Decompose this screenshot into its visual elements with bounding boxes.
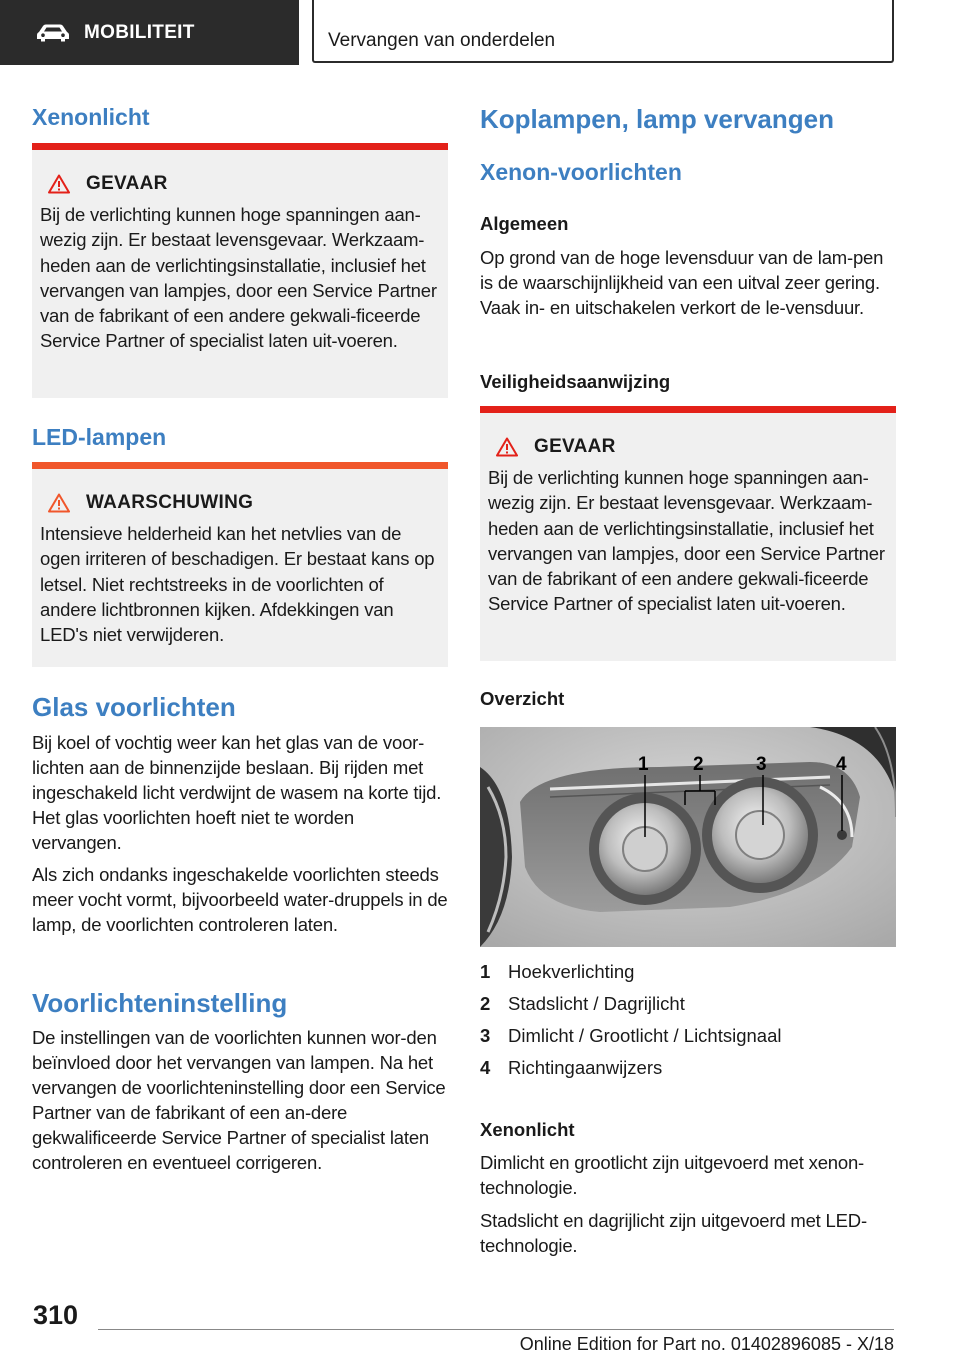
general-heading: Algemeen: [480, 213, 569, 234]
legend-item: [480, 961, 634, 983]
legend-number: 4: [480, 1057, 491, 1078]
main-heading: Koplampen, lamp vervangen: [480, 104, 834, 134]
general-paragraph: Op grond van de hoge levensduur van de lam-pen is de waarschijnlijkheid van een uitval zeer gering. Vaak in- en uitschakelen verkort de le-vensduur.: [480, 247, 884, 318]
chapter-tab: [312, 0, 894, 63]
danger-label: GEVAAR: [534, 436, 616, 457]
legend-item: [480, 993, 685, 1015]
glass-paragraph-2: Als zich ondanks ingeschakelde voorlichten steeds meer vocht vormt, bijvoorbeeld water-druppels in de lamp, de voorlichten controleren laten.: [32, 864, 448, 935]
danger-box-2: [480, 406, 896, 661]
danger-text: Bij de verlichting kunnen hoge spanningen aan-wezig zijn. Er bestaat levensgevaar. Werkzaam-heden aan de verlichtingsinstallatie, inclusief het vervangen van lampjes, door een Service Partner van de fabrikant of een andere gekwali-ficeerde Service Partner of specialist laten uit-voeren.: [40, 204, 437, 352]
warning-label: WAARSCHUWING: [86, 492, 254, 513]
section-title: MOBILITEIT: [84, 21, 195, 43]
xenon-paragraph-1: Dimlicht en grootlicht zijn uitgevoerd met xenon-technologie.: [480, 1152, 865, 1198]
danger-box: [32, 143, 448, 398]
legend-number: 1: [480, 961, 491, 982]
adjust-paragraph: De instellingen van de voorlichten kunnen wor-den beïnvloed door het vervangen van lampen. Na het vervangen de voorlichteninstelling door een Service Partner van de fabrikant of een an-dere gekwalificeerde Service Partner of specialist laten controleren en eventueel corrigeren.: [32, 1027, 446, 1173]
legend-text: Dimlicht / Grootlicht / Lichtsignaal: [508, 1025, 782, 1046]
legend-item: [480, 1025, 782, 1047]
legend-number: 3: [480, 1025, 491, 1046]
led-heading: LED-lampen: [32, 424, 167, 450]
warning-text: Intensieve helderheid kan het netvlies van de ogen irriteren of beschadigen. Er bestaat kans op letsel. Niet rechtstreeks in de voorlichten of andere lichtbronnen kijken. Afdekkingen van LED's niet verwijderen.: [40, 523, 435, 646]
page-number: 310: [33, 1300, 79, 1330]
sub-heading: Xenon-voorlichten: [480, 159, 682, 185]
danger-text: Bij de verlichting kunnen hoge spanningen aan-wezig zijn. Er bestaat levensgevaar. Werkzaam-heden aan de verlichtingsinstallatie, inclusief het vervangen van lampjes, door een Service Partner van de fabrikant of een andere gekwali-ficeerde Service Partner of specialist laten uit-voeren.: [488, 467, 885, 615]
car-icon: [36, 23, 70, 43]
footer-divider: [98, 1329, 894, 1330]
headlight-figure: [480, 727, 896, 947]
warning-triangle-icon: [496, 437, 518, 457]
safety-heading: Veiligheidsaanwijzing: [480, 371, 671, 392]
adjust-heading: Voorlichteninstelling: [32, 988, 288, 1018]
chapter-title: Vervangen van onderdelen: [328, 30, 556, 51]
legend-item: [480, 1057, 662, 1079]
figure-label-3: 3: [756, 754, 767, 775]
headlight-illustration: [480, 727, 896, 947]
legend-text: Stadslicht / Dagrijlicht: [508, 993, 685, 1014]
glass-heading: Glas voorlichten: [32, 692, 236, 722]
warning-box: [32, 462, 448, 667]
figure-label-1: 1: [638, 754, 649, 775]
legend-text: Richtingaanwijzers: [508, 1057, 663, 1078]
xenon-heading: Xenonlicht: [32, 104, 150, 130]
warning-triangle-icon: [48, 174, 70, 194]
overview-heading: Overzicht: [480, 688, 565, 709]
warning-triangle-icon: [48, 493, 70, 513]
legend-number: 2: [480, 993, 491, 1014]
edition-note: Online Edition for Part no. 01402896085 - X/18: [519, 1334, 894, 1354]
figure-label-4: 4: [836, 754, 847, 775]
figure-label-2: 2: [693, 754, 704, 775]
glass-paragraph-1: Bij koel of vochtig weer kan het glas van de voor-lichten aan de binnenzijde beslaan. Bij rijden met ingeschakeld licht verdwijnt de wasem na korte tijd. Het glas voorlichten hoeft niet te worden vervangen.: [32, 732, 442, 853]
legend-text: Hoekverlichting: [508, 961, 635, 982]
danger-label: GEVAAR: [86, 173, 168, 194]
section-tab: [0, 0, 299, 65]
xenon-subheading: Xenonlicht: [480, 1119, 575, 1140]
xenon-paragraph-2: Stadslicht en dagrijlicht zijn uitgevoerd met LED-technologie.: [480, 1210, 867, 1256]
